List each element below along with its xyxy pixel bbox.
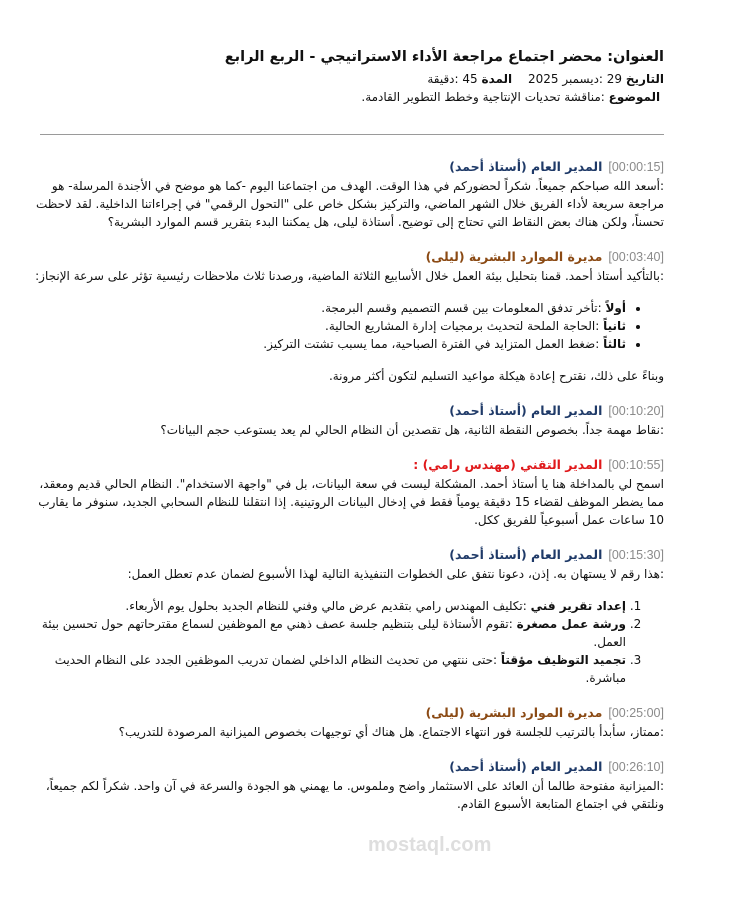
divider (40, 134, 664, 135)
watermark: mostaql.com (368, 834, 492, 856)
timestamp: [00:26:10] (608, 760, 664, 774)
transcript-entry (22, 247, 664, 385)
transcript-entry (22, 545, 664, 687)
item-label: تجميد التوظيف مؤقتاً (500, 653, 626, 667)
speech-conclusion: وبناءً على ذلك، نقترح إعادة هيكلة مواعيد التسليم لتكون أكثر مرونة. (328, 369, 664, 383)
speaker-name: المدير العام (أستاذ أحمد) (449, 547, 603, 562)
speaker-name: المدير العام (أستاذ أحمد) (449, 759, 603, 774)
transcript-entry (22, 757, 664, 813)
duration-value: 45 :دقيقة (427, 72, 478, 86)
item-text: :حتى ننتهي من تحديث النظام الداخلي لضمان تدريب الموظفين الجدد على النظام الحديث مباشرة. (54, 653, 626, 685)
list-item (22, 317, 626, 335)
subject-line (22, 88, 664, 106)
list-item (22, 597, 626, 615)
transcript-entry (22, 157, 664, 231)
speech-text: :أسعد الله صباحكم جميعاً. شكراً لحضوركم في هذا الوقت. الهدف من اجتماعنا اليوم -كما هو موضح في الأجندة المرسلة- هو مراجعة سريعة لأداء الفريق خلال الشهر الماضي، والتركيز بشكل خاص على "التحول الرقمي" في إجراءاتنا الداخلية. لقد لاحظت تحسناً، ولكن هناك بعض النقاط التي تحتاج إلى توضيح. أستاذة ليلى، هل يمكننا البدء بتقرير قسم الموارد البشرية؟ (36, 179, 664, 229)
speaker-name: المدير العام (أستاذ أحمد) (449, 403, 603, 418)
list-item (22, 335, 626, 353)
item-text: :تكليف المهندس رامي بتقديم عرض مالي وفني للنظام الجديد بحلول يوم الأربعاء. (125, 599, 527, 613)
timestamp: [00:00:15] (608, 160, 664, 174)
timestamp: [00:15:30] (608, 548, 664, 562)
item-label: ورشة عمل مصغرة (516, 617, 626, 631)
timestamp: [00:10:20] (608, 404, 664, 418)
timestamp: [00:10:55] (608, 458, 664, 472)
speech-text: :الميزانية مفتوحة طالما أن العائد على الاستثمار واضح وملموس. ما يهمني هو الجودة والسرعة في آن واحد. شكراً لكم جميعاً، ونلتقي في اجتماع المتابعة الأسبوع القادم. (45, 779, 664, 811)
list-item (22, 299, 626, 317)
speech-text: :بالتأكيد أستاذ أحمد. قمنا بتحليل بيئة العمل خلال الأسابيع الثلاثة الماضية، ورصدنا ثلاث ملاحظات رئيسية تؤثر على سرعة الإنجاز: (35, 269, 664, 283)
speech-text: :هذا رقم لا يستهان به. إذن، دعونا نتفق على الخطوات التنفيذية التالية لهذا الأسبوع لضمان عدم تعطل العمل: (127, 567, 664, 581)
list-item (22, 615, 626, 651)
item-label: ثانياً (603, 319, 626, 333)
duration-label: المدة (481, 72, 513, 86)
observations-list (22, 299, 664, 353)
date-duration-line (22, 70, 664, 88)
speech-text: :نقاط مهمة جداً. بخصوص النقطة الثانية، هل تقصدين أن النظام الحالي لم يعد يستوعب حجم البيانات؟ (160, 423, 664, 437)
item-text: :تقوم الأستاذة ليلى بتنظيم جلسة عصف ذهني مع الموظفين لسماع مقترحاتهم حول تحسين بيئة العمل. (41, 617, 626, 649)
action-steps-list (22, 597, 664, 687)
meeting-minutes-document (22, 48, 664, 829)
subject-label: الموضوع (608, 90, 661, 104)
transcript-entry (22, 455, 664, 529)
item-text: :ضغط العمل المتزايد في الفترة الصباحية، مما يسبب تشتت التركيز. (263, 337, 600, 351)
document-title: العنوان: محضر اجتماع مراجعة الأداء الاستراتيجي - الربع الرابع (224, 49, 664, 65)
item-label: ثالثاً (603, 337, 626, 351)
item-text: :الحاجة الملحة لتحديث برمجيات إدارة المشاريع الحالية. (325, 319, 600, 333)
item-text: :تأخر تدفق المعلومات بين قسم التصميم وقسم البرمجة. (321, 301, 602, 315)
date-label: التاريخ (625, 72, 664, 86)
transcript-entry (22, 703, 664, 741)
transcript-entry (22, 401, 664, 439)
speaker-name: المدير العام (أستاذ أحمد) (449, 159, 603, 174)
speaker-name: مديرة الموارد البشرية (ليلى) (425, 705, 603, 720)
item-label: إعداد تقرير فني (530, 599, 626, 613)
timestamp: [00:03:40] (608, 250, 664, 264)
timestamp: [00:25:00] (608, 706, 664, 720)
item-label: أولاً (605, 301, 626, 315)
speech-text: :ممتاز، سأبدأ بالترتيب للجلسة فور انتهاء الاجتماع. هل هناك أي توجيهات بخصوص الميزانية المرصودة للتدريب؟ (118, 725, 664, 739)
subject-value: :مناقشة تحديات الإنتاجية وخطط التطوير القادمة. (361, 90, 605, 104)
list-item (22, 651, 626, 687)
speaker-name: المدير التقني (مهندس رامي) : (413, 457, 603, 472)
date-value: 29 :ديسمبر 2025 (528, 72, 623, 86)
speaker-name: مديرة الموارد البشرية (ليلى) (425, 249, 603, 264)
speech-text: اسمح لي بالمداخلة هنا يا أستاذ أحمد. المشكلة ليست في سعة البيانات، بل في "واجهة الاستخدام". النظام الحالي قديم ومعقد، مما يضطر الموظف لقضاء 15 دقيقة يومياً فقط في إدخال البيانات الروتينية. إذا انتقلنا للنظام السحابي الجديد، سنوفر ما يقارب 10 ساعات عمل أسبوعياً للفريق ككل. (38, 477, 664, 527)
